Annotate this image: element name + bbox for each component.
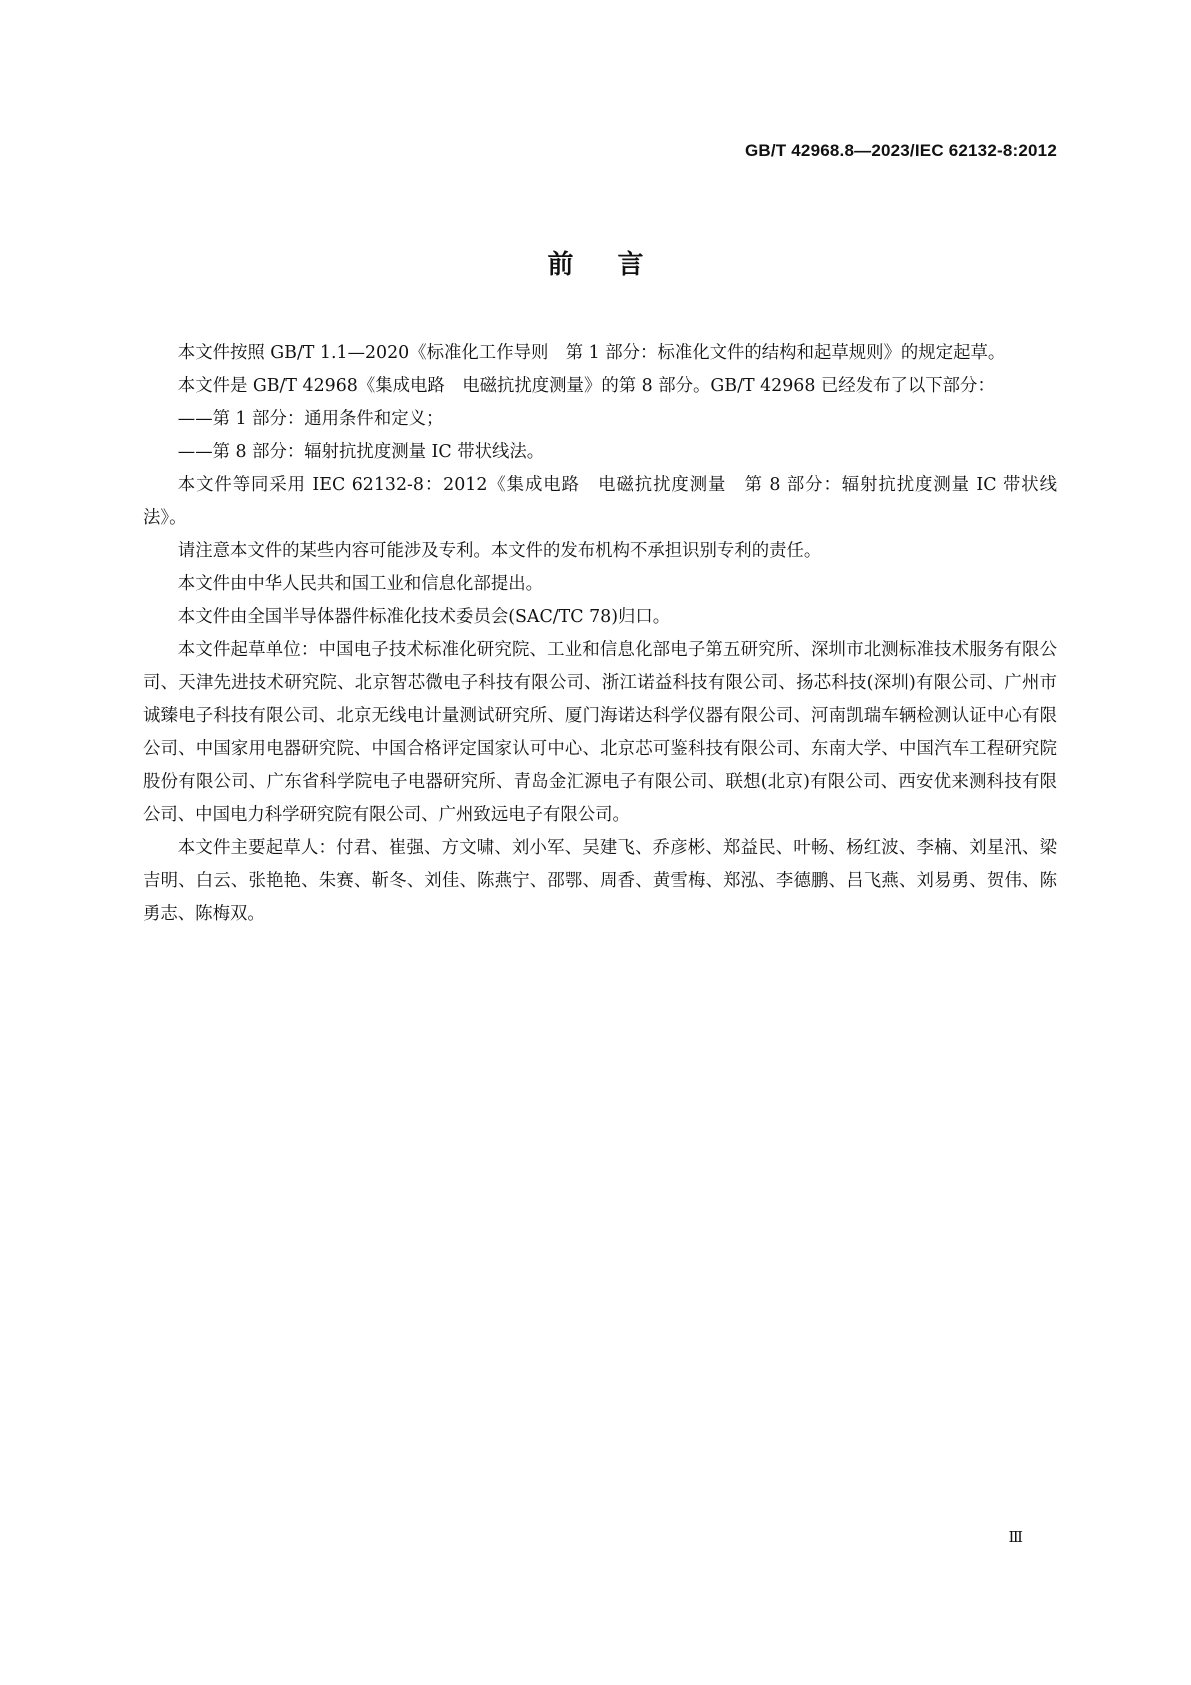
paragraph-drafting-rules: 本文件按照 GB/T 1.1—2020《标准化工作导则 第 1 部分：标准化文件的结构和起草规则》的规定起草。 (177, 343, 1006, 363)
paragraph-patent-notice: 请注意本文件的某些内容可能涉及专利。本文件的发布机构不承担识别专利的责任。 (177, 541, 822, 561)
document-body (143, 337, 1057, 931)
list-item-part-1: ——第 1 部分：通用条件和定义； (177, 409, 444, 429)
list-item-part-8: ——第 8 部分：辐射抗扰度测量 IC 带状线法。 (177, 442, 545, 462)
paragraph-technical-committee: 本文件由全国半导体器件标准化技术委员会(SAC/TC 78)归口。 (177, 607, 671, 627)
paragraph-drafters: 本文件主要起草人：付君、崔强、方文啸、刘小军、吴建飞、乔彦彬、郑益民、叶畅、杨红波、李楠、刘星汛、梁吉明、白云、张艳艳、朱赛、靳冬、刘佳、陈燕宁、邵鄂、周香、黄雪梅、郑泓、李德鹏、吕飞燕、刘易勇、贺伟、陈勇志、陈梅双。 (143, 838, 1057, 924)
paragraph-drafting-organizations: 本文件起草单位：中国电子技术标准化研究院、工业和信息化部电子第五研究所、深圳市北测标准技术服务有限公司、天津先进技术研究院、北京智芯微电子科技有限公司、浙江诺益科技有限公司、扬芯科技(深圳)有限公司、广州市诚臻电子科技有限公司、北京无线电计量测试研究所、厦门海诺达科学仪器有限公司、河南凯瑞车辆检测认证中心有限公司、中国家用电器研究院、中国合格评定国家认可中心、北京芯可鉴科技有限公司、东南大学、中国汽车工程研究院股份有限公司、广东省科学院电子电器研究所、青岛金汇源电子有限公司、联想(北京)有限公司、西安优来测科技有限公司、中国电力科学研究院有限公司、广州致远电子有限公司。 (143, 640, 1057, 825)
paragraph-adoption: 本文件等同采用 IEC 62132-8：2012《集成电路 电磁抗扰度测量 第 8 部分：辐射抗扰度测量 IC 带状线法》。 (143, 475, 1057, 528)
paragraph-proposer: 本文件由中华人民共和国工业和信息化部提出。 (177, 574, 544, 594)
page-number: Ⅲ (1008, 1530, 1023, 1546)
page-title: 前言 (547, 250, 688, 280)
standard-code: GB/T 42968.8—2023/IEC 62132-8:2012 (744, 141, 1057, 160)
paragraph-series-parts: 本文件是 GB/T 42968《集成电路 电磁抗扰度测量》的第 8 部分。GB/T 42968 已经发布了以下部分： (177, 376, 995, 396)
